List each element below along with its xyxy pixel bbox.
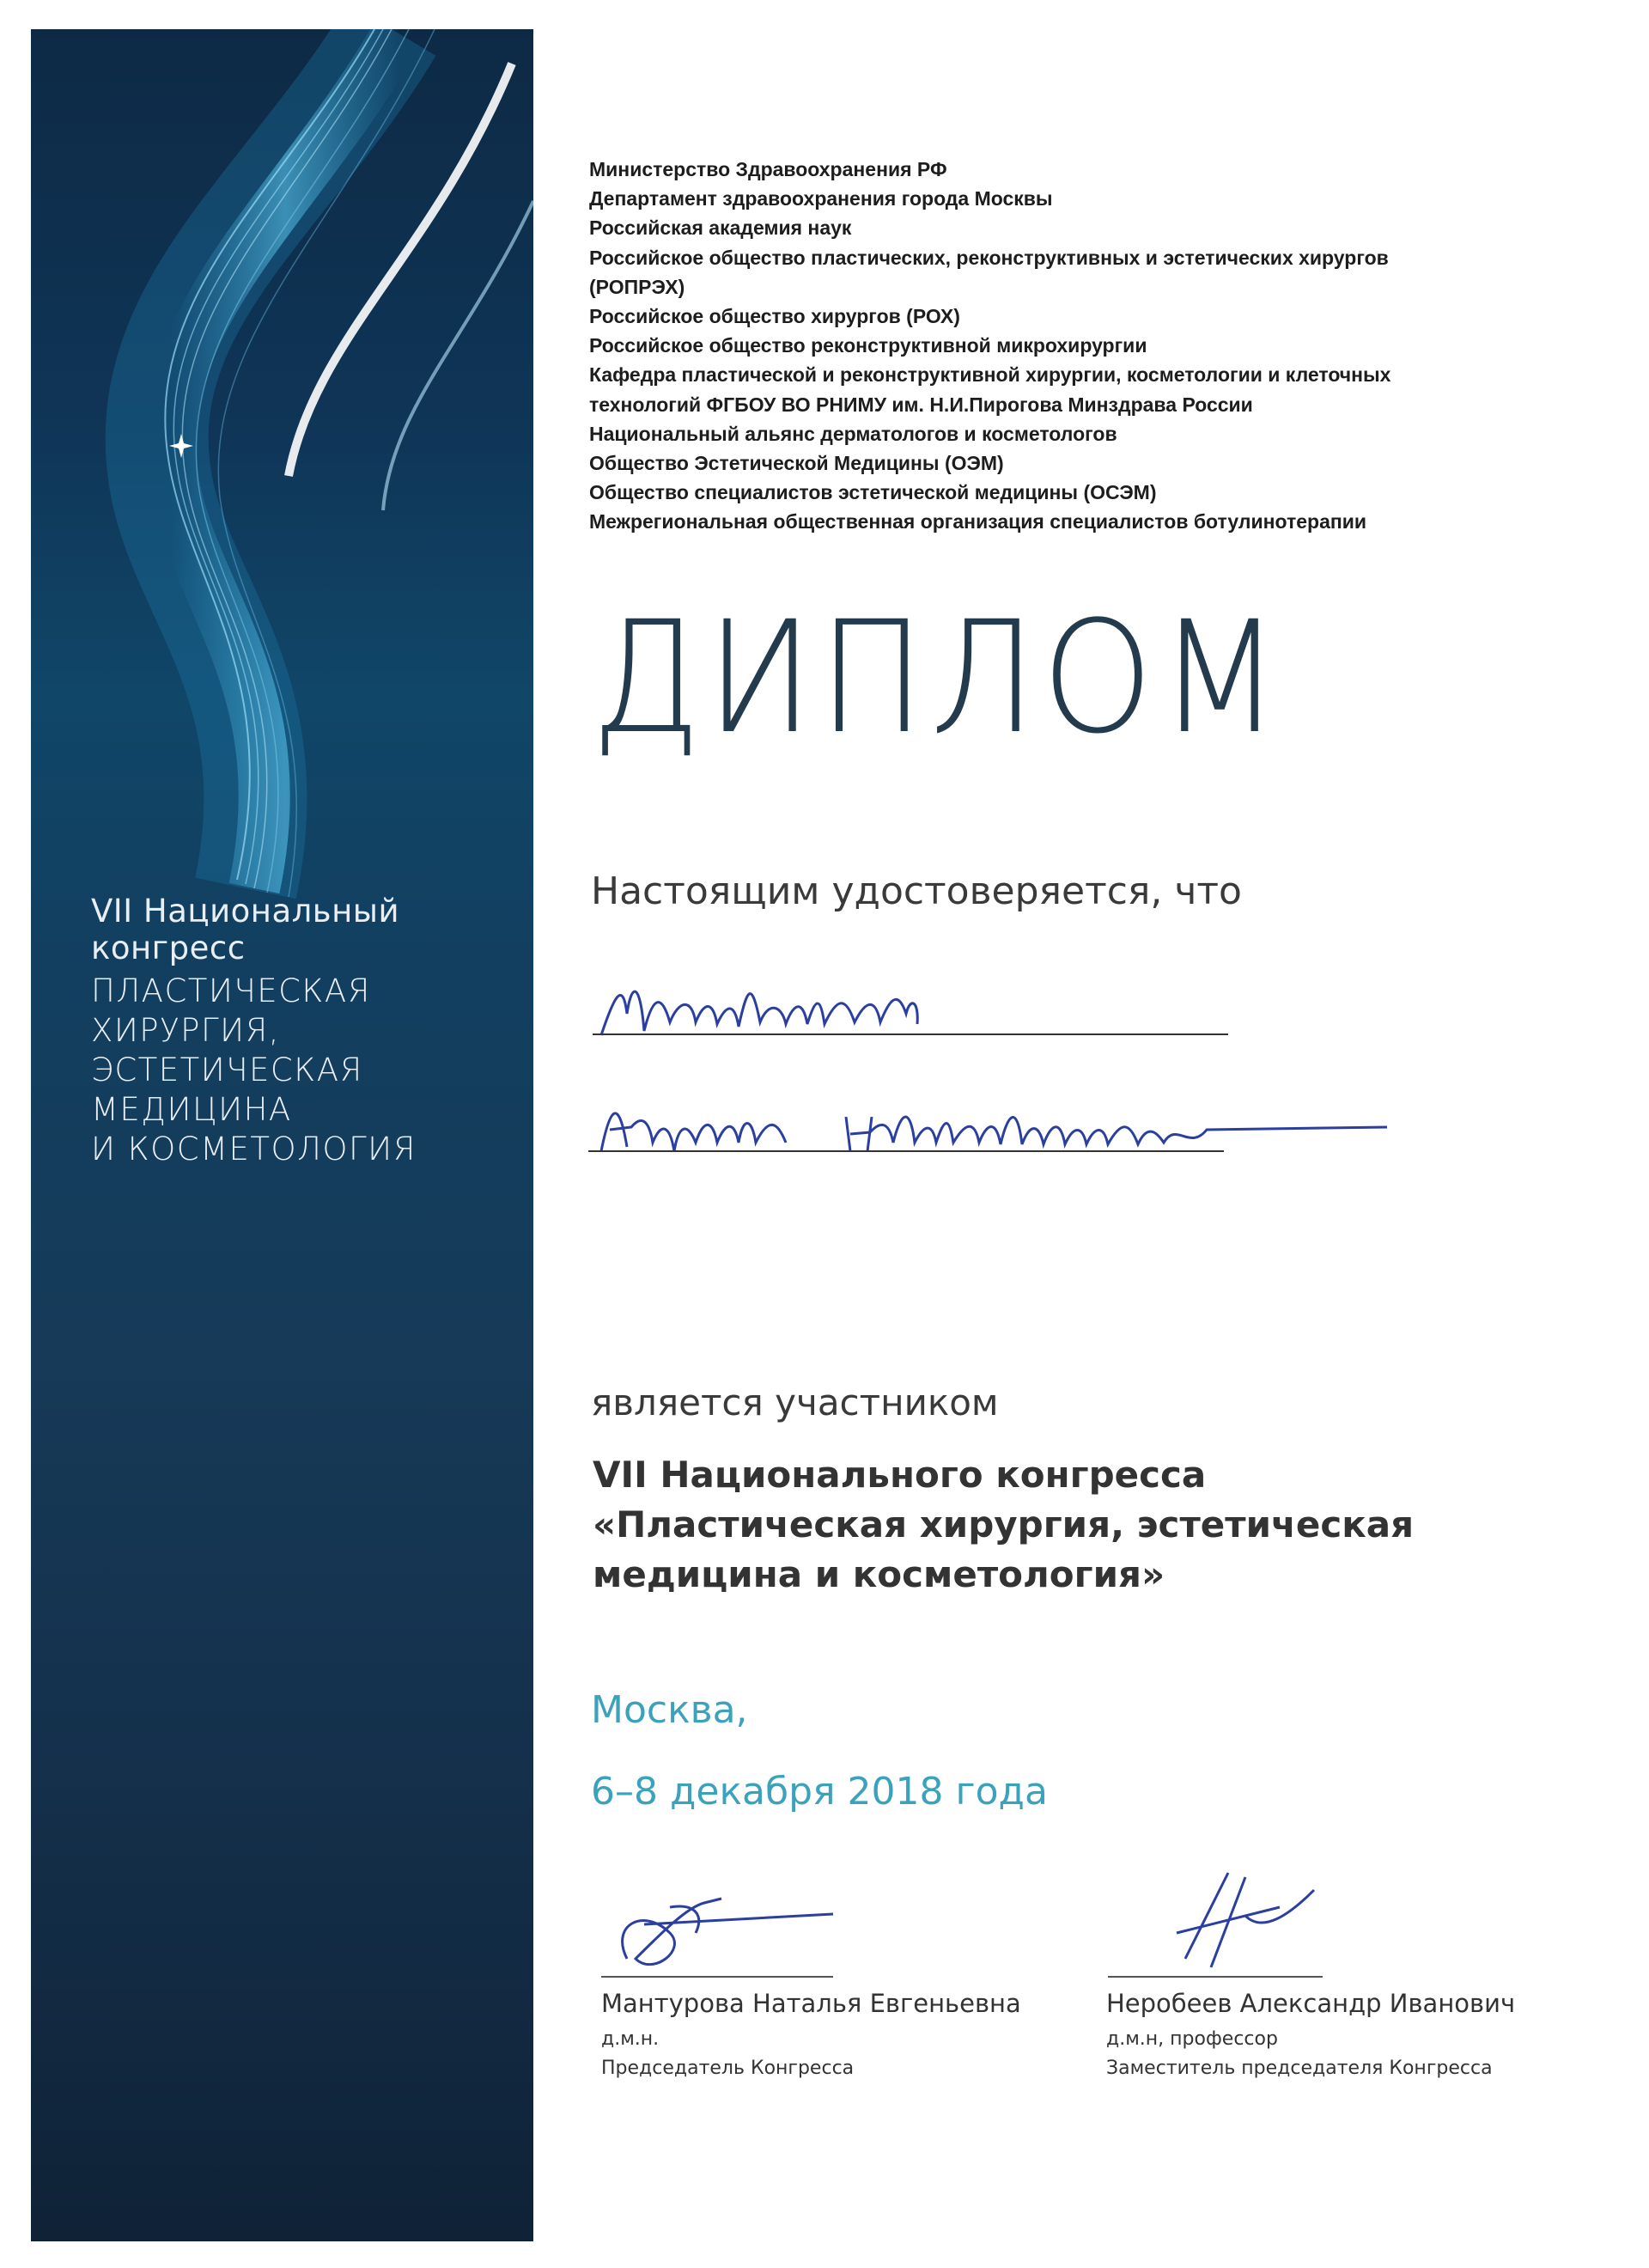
signatory-degree: д.м.н, профессор [1106,2028,1278,2050]
congress-line-2: «Пластическая хирургия, эстетическая [593,1503,1415,1546]
signatory-degree: д.м.н. [601,2028,660,2050]
band-line-4: И КОСМЕТОЛОГИЯ [91,1131,417,1168]
signatory-2 [1106,1989,1515,2083]
organizer-item: Межрегиональная общественная организация специалистов ботулинотерапии [589,510,1367,533]
congress-line-1: VII Национального конгресса [593,1454,1207,1496]
organizer-item: технологий ФГБОУ ВО РНИМУ им. Н.И.Пирогова Минздрава России [589,393,1253,416]
organizer-item: Национальный альянс дерматологов и косметологов [589,422,1117,445]
congress-name [593,1450,1606,1600]
organizers-list [589,155,1551,537]
band-congress-title [91,893,533,1169]
diploma-title: ДИПЛОМ [591,588,1286,768]
organizer-item: Общество специалистов эстетической медицины (ОСЭМ) [589,481,1157,504]
band-line-3: ЭСТЕТИЧЕСКАЯ МЕДИЦИНА [91,1052,363,1128]
decorative-side-band [31,29,533,2241]
wave-graphic [31,29,533,974]
certify-text: Настоящим удостоверяется, что [591,869,1242,913]
band-line-2: ПЛАСТИЧЕСКАЯ ХИРУРГИЯ, [91,972,371,1049]
signature-vice-chairman [1151,1856,1323,1984]
organizer-item: Департамент здравоохранения города Москвы [589,187,1053,210]
signatory-1 [601,1989,1021,2083]
signatory-name: Мантурова Наталья Евгеньевна [601,1989,1021,2018]
organizer-item: (РОПРЭХ) [589,275,685,298]
organizer-item: Российская академия наук [589,216,852,240]
participant-text: является участником [591,1381,999,1424]
signatory-role: Заместитель председателя Конгресса [1106,2058,1493,2079]
recipient-surname-text [593,1065,599,1066]
city: Москва, [591,1688,748,1732]
event-dates: 6–8 декабря 2018 года [591,1770,1048,1814]
organizer-item: Общество Эстетической Медицины (ОЭМ) [589,452,1004,475]
signatory-role: Председатель Конгресса [601,2058,855,2079]
organizer-item: Министерство Здравоохранения РФ [589,158,947,180]
organizer-item: Кафедра пластической и реконструктивной хирургии, косметологии и клеточных [589,363,1391,387]
band-line-1: VII Национальный конгресс [91,893,400,966]
congress-line-3: медицина и косметология» [593,1553,1165,1595]
signature-chairman [593,1873,850,1984]
organizer-item: Российское общество реконструктивной микрохирургии [589,334,1147,357]
handwritten-given-names [588,1082,1413,1177]
organizer-item: Российское общество пластических, реконструктивных и эстетических хирургов [589,246,1389,269]
signature-line-1 [601,1976,833,1978]
handwritten-surname [593,962,1263,1057]
signatory-name: Неробеев Александр Иванович [1106,1989,1516,2018]
organizer-item: Российское общество хирургов (РОХ) [589,305,960,328]
signature-line-2 [1108,1976,1323,1978]
